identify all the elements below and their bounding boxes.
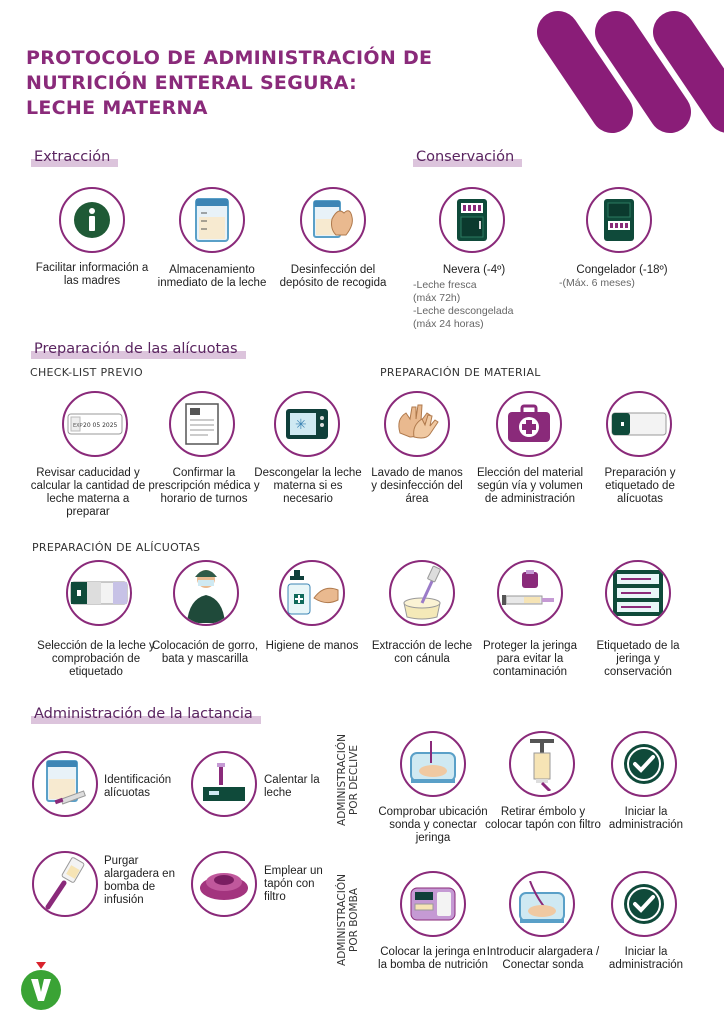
label-bomba-line-1: ADMINISTRACIÓN bbox=[336, 874, 348, 966]
note-nevera: -Leche fresca (máx 72h) -Leche descongelada (máx 24 horas) bbox=[413, 279, 514, 330]
caption-introducir-alargadera: Introducir alargadera / Conectar sonda bbox=[486, 946, 600, 971]
syringe-storage-icon bbox=[605, 560, 671, 626]
hand-bag-icon bbox=[300, 187, 366, 253]
label-declive bbox=[336, 730, 360, 830]
note-congelador: -(Máx. 6 meses) bbox=[559, 277, 635, 289]
logo-mark-icon bbox=[36, 962, 46, 969]
caption-retirar-embolo: Retirar émbolo y colocar tapón con filtro bbox=[485, 806, 601, 831]
prescription-icon bbox=[169, 391, 235, 457]
caption-higiene: Higiene de manos bbox=[265, 640, 359, 652]
label-bomba-line-2: POR BOMBA bbox=[348, 888, 360, 952]
caption-seleccion-leche: Selección de la leche y comprobación de etiquetado bbox=[37, 640, 155, 678]
sanitizer-icon bbox=[279, 560, 345, 626]
check-icon bbox=[611, 871, 677, 937]
caption-etiquetado-jeringa: Etiquetado de la jeringa y conservación bbox=[596, 640, 680, 678]
medkit-icon bbox=[496, 391, 562, 457]
caption-informacion: Facilitar información a las madres bbox=[35, 262, 149, 287]
svg-text:✳: ✳ bbox=[295, 417, 307, 433]
warmer-icon bbox=[274, 391, 340, 457]
caption-gorro-bata: Colocación de gorro, bata y mascarilla bbox=[151, 640, 259, 665]
caption-proteger-jeringa: Proteger la jeringa para evitar la contaminación bbox=[483, 640, 577, 678]
gloves-icon bbox=[384, 391, 450, 457]
cannula-icon bbox=[389, 560, 455, 626]
caption-colocar-jeringa: Colocar la jeringa en la bomba de nutrición bbox=[378, 946, 488, 971]
section-heading-administracion: Administración de la lactancia bbox=[31, 705, 257, 723]
incubator-tube-icon bbox=[509, 871, 575, 937]
caption-iniciar-declive: Iniciar la administración bbox=[608, 806, 684, 831]
caption-identificacion: Identificación alícuotas bbox=[104, 774, 172, 799]
caption-eleccion-material: Elección del material según vía y volumen de administración bbox=[476, 467, 584, 505]
pump-icon bbox=[400, 871, 466, 937]
gown-icon bbox=[173, 560, 239, 626]
section-heading-conservacion: Conservación bbox=[413, 148, 518, 166]
caption-descongelar: Descongelar la leche materna si es necesario bbox=[254, 467, 362, 505]
caption-calentar: Calentar la leche bbox=[264, 774, 320, 799]
milk-bag-icon bbox=[179, 187, 245, 253]
caption-purgar: Purgar alargadera en bomba de infusión bbox=[104, 855, 175, 906]
subheading-checklist: CHECK-LIST PREVIO bbox=[30, 366, 143, 379]
title-line-2: NUTRICIÓN ENTERAL SEGURA: bbox=[26, 72, 358, 94]
caption-iniciar-bomba: Iniciar la administración bbox=[608, 946, 684, 971]
milk-check-icon bbox=[66, 560, 132, 626]
caption-tapon-filtro: Emplear un tapón con filtro bbox=[264, 865, 323, 903]
section-heading-preparacion: Preparación de las alícuotas bbox=[31, 340, 242, 358]
brand-logo bbox=[18, 962, 64, 1012]
svg-text:EXP: EXP bbox=[73, 423, 83, 429]
section-heading-extraccion: Extracción bbox=[31, 148, 114, 166]
heater-icon bbox=[191, 751, 257, 817]
caption-lavado: Lavado de manos y desinfección del área bbox=[371, 467, 463, 505]
info-icon bbox=[59, 187, 125, 253]
brand-stripes-decoration bbox=[520, 0, 724, 150]
expiry-date-text: 20 05 2025 bbox=[83, 422, 118, 429]
freezer-icon bbox=[586, 187, 652, 253]
syringe-cap-icon bbox=[497, 560, 563, 626]
label-declive-line-1: ADMINISTRACIÓN bbox=[336, 734, 348, 826]
caption-prescripcion: Confirmar la prescripción médica y horario de turnos bbox=[148, 467, 260, 505]
subheading-alicuotas: PREPARACIÓN DE ALÍCUOTAS bbox=[32, 541, 201, 554]
caption-nevera: Nevera (-4º) bbox=[442, 264, 506, 276]
fridge-icon bbox=[439, 187, 505, 253]
label-icon bbox=[606, 391, 672, 457]
caption-congelador: Congelador (-18º) bbox=[576, 264, 668, 276]
caption-extraccion-canula: Extracción de leche con cánula bbox=[371, 640, 473, 665]
caption-caducidad: Revisar caducidad y calcular la cantidad de leche materna a preparar bbox=[30, 467, 146, 518]
label-bomba bbox=[336, 870, 360, 970]
title-line-3: LECHE MATERNA bbox=[26, 97, 208, 119]
incubator-icon bbox=[400, 731, 466, 797]
title-line-1: PROTOCOLO DE ADMINISTRACIÓN DE bbox=[26, 47, 433, 69]
plunger-icon bbox=[509, 731, 575, 797]
caption-desinfeccion: Desinfección del depósito de recogida bbox=[279, 264, 387, 289]
caption-almacenamiento: Almacenamiento inmediato de la leche bbox=[157, 264, 267, 289]
caption-etiquetado-alicuotas: Preparación y etiquetado de alícuotas bbox=[604, 467, 676, 505]
page-title bbox=[26, 46, 496, 121]
caption-comprobar-sonda: Comprobar ubicación sonda y conectar jeringa bbox=[378, 806, 488, 844]
subheading-material: PREPARACIÓN DE MATERIAL bbox=[380, 366, 541, 379]
purge-icon bbox=[32, 851, 98, 917]
check-icon bbox=[611, 731, 677, 797]
filter-cap-icon bbox=[191, 851, 257, 917]
aliquot-id-icon bbox=[32, 751, 98, 817]
label-declive-line-2: POR DECLIVE bbox=[348, 744, 360, 816]
expiry-label-icon bbox=[62, 391, 128, 457]
